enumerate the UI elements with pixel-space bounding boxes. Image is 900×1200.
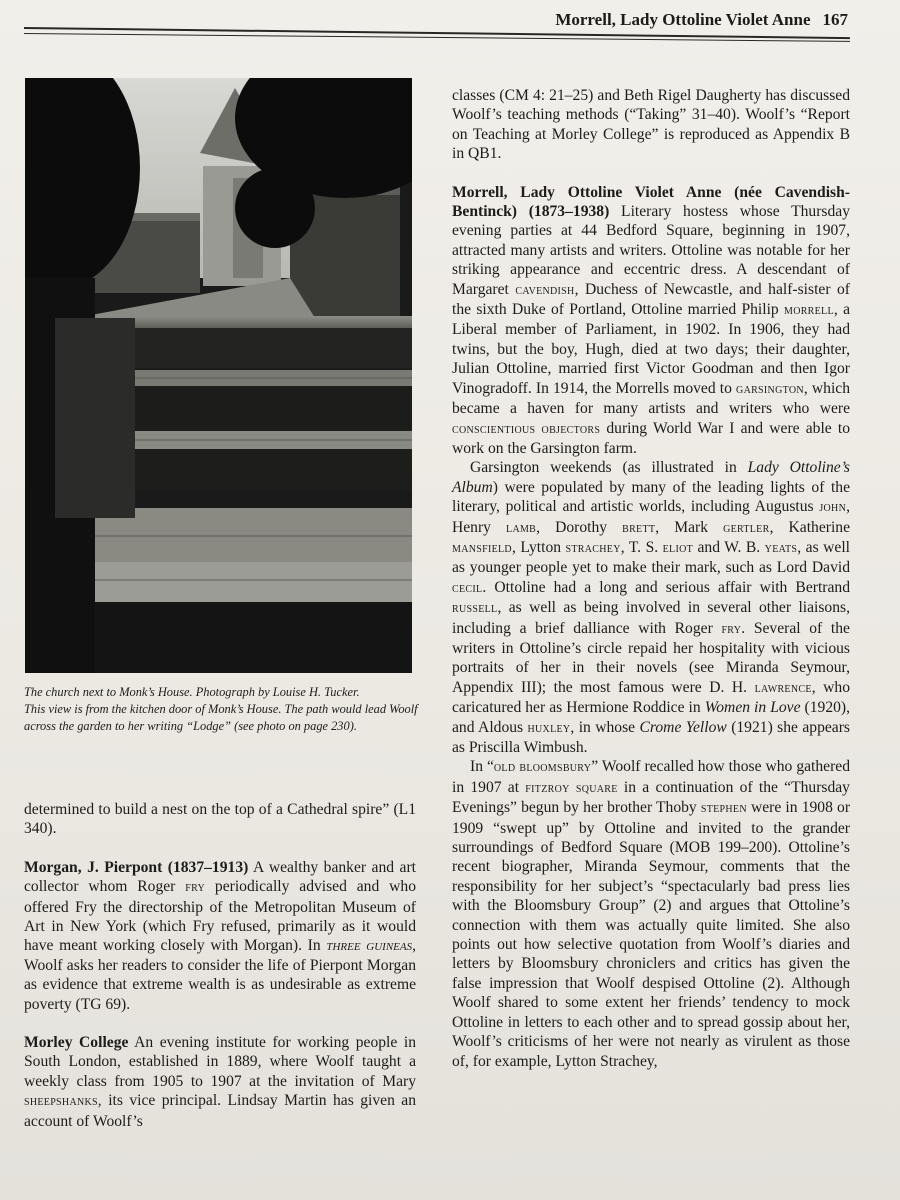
entry-morrell-para-3: In “old bloomsbury” Woolf recalled how those who gathered in 1907 at fitzroy square in a continuation of the “Thursday Evenings” begun by her brother Thoby stephen were in 1908 or 1909 “swept up” by Ottoline and invited to the grander surroundings of Bedford Square (MOB 199–200). Ottoline’s recent biographer, Miranda Seymour, comments that the responsibility for her subject’s “spectacularly bad press lies with the Bloomsbury Group” (2) and argues that Ottoline’s connection with them was actually quite limited. She also points out how selective quotation from Woolf’s diaries and letters by Bloomsbury chroniclers and critics has given the false impression that Woolf despised Ottoline (2). Although Woolf shared to some extent her friends’ tendency to mock Ottoline in letters to each other and to spread gossip about her, Woolf’s criticisms of her were not nearly as virulent as those of, for example, Lytton Strachey, <box>452 758 851 1070</box>
right-column <box>452 86 850 1071</box>
figure-caption <box>24 684 422 735</box>
cross-ref: mansfield <box>452 539 512 556</box>
church-photograph <box>25 78 412 673</box>
entry-morgan: Morgan, J. Pierpont (1837–1913) A wealthy banker and art collector whom Roger fry periodically advised and who offered Fry the directorship of the Metropolitan Museum of Art in New York (which Fry refused, primarily as it would have meant working closely with Morgan). In three guineas, Woolf asks her readers to consider the life of Pierpont Morgan as evidence that extreme wealth is as undesirable as extreme poverty (TG 69). <box>24 858 417 1013</box>
headword-morrell: Morrell, Lady Ottoline Violet Anne (née Cavendish-Bentinck) (1873–1938) <box>452 183 850 221</box>
cross-ref: cavendish <box>515 281 575 298</box>
headword-morley-college: Morley College <box>24 1034 129 1052</box>
cross-ref: eliot <box>662 539 694 556</box>
cross-ref: yeats <box>764 539 798 556</box>
cross-ref: strachey <box>565 539 621 556</box>
cross-ref: lamb <box>506 519 537 536</box>
cross-ref: morrell <box>784 302 834 319</box>
cross-ref: brett <box>622 519 656 536</box>
running-header <box>555 10 848 30</box>
cross-ref: fitzroy square <box>525 779 618 796</box>
entry-morley-college: Morley College An evening institute for working people in South London, established in 1889, where Woolf taught a weekly class from 1905 to 1907 at the invitation of Mary sheepshanks, its vice principal. Lindsay Martin has given an account of Woolf’s <box>24 1034 417 1130</box>
running-title: Morrell, Lady Ottoline Violet Anne <box>555 10 811 29</box>
cross-ref: john <box>819 499 847 516</box>
cross-ref: russell <box>452 600 498 617</box>
entry-morrell-para-2: Garsington weekends (as illustrated in Lady Ottoline’s Album) were populated by many of the leading lights of the literary, political and artistic worlds, including Augustus john, Henry lamb, Dorothy brett, Mark gertler, Katherine mansfield, Lytton strachey, T. S. eliot and W. B. yeats, as well as younger people yet to make their mark, such as Lord David cecil. Ottoline had a long and serious affair with Bertrand russell, as well as being involved in several other liaisons, including a brief dalliance with Roger fry. Several of the writers in Ottoline’s circle repaid her hospitality with vicious portraits of her in their novels (see Miranda Seymour, Appendix III); the most famous were D. H. lawrence, who caricatured her as Hermione Roddice in Women in Love (1920), and Aldous huxley, in whose Crome Yellow (1921) she appears as Priscilla Wimbush. <box>452 459 851 756</box>
caption-line-1: The church next to Monk’s House. Photograph by Louise H. Tucker. <box>24 685 360 699</box>
entry-morrell-para-1: Morrell, Lady Ottoline Violet Anne (née Cavendish-Bentinck) (1873–1938) Literary hostess whose Thursday evening parties at 44 Bedford Square, beginning in 1907, attracted many artists and writers. Ottoline was notable for her striking appearance and eccentric dress. A descendant of Margaret cavendish, Duchess of Newcastle, and half-sister of the sixth Duke of Portland, Ottoline married Philip morrell, a Liberal member of Parliament, in 1902. In 1906, they had twins, but the boy, Hugh, died at two days; their daughter, Julian Ottoline, married first Victor Goodman and then Igor Vinogradoff. In 1914, the Morrells moved to garsington, which became a haven for many artists and writers who were conscientious objectors during World War I and were able to work on the Garsington farm. <box>452 183 851 457</box>
cross-ref: fry <box>185 879 206 896</box>
left-column <box>24 800 416 1131</box>
caption-line-2: This view is from the kitchen door of Monk’s House. The path would lead Woolf across the garden to her writing “Lodge” (see photo on page 230). <box>24 702 418 733</box>
cross-ref: garsington <box>736 380 804 397</box>
page-number: 167 <box>822 10 848 29</box>
cross-ref: stephen <box>700 800 747 817</box>
cross-ref: conscientious objectors <box>452 420 601 437</box>
headword-morgan: Morgan, J. Pierpont (1837–1913) <box>24 858 249 876</box>
entry-continuation-fragment: determined to build a nest on the top of a Cathedral spire” (L1 340). <box>24 801 416 838</box>
cross-ref: gertler <box>723 519 770 536</box>
cross-ref: lawrence <box>754 679 812 696</box>
cross-ref: sheepshanks, <box>24 1093 102 1110</box>
cross-ref: cecil <box>452 579 483 596</box>
cross-ref: fry <box>721 620 742 637</box>
cross-ref: three guineas, <box>326 937 416 955</box>
cross-ref: old bloomsbury <box>493 759 592 776</box>
cross-ref: huxley <box>527 719 571 736</box>
morley-entry-continuation: classes (CM 4: 21–25) and Beth Rigel Daugherty has discussed Woolf’s teaching methods (“Taking” 31–40). Woolf’s “Report on Teaching at Morley College” is reproduced as Appendix B in QB1. <box>452 87 850 163</box>
